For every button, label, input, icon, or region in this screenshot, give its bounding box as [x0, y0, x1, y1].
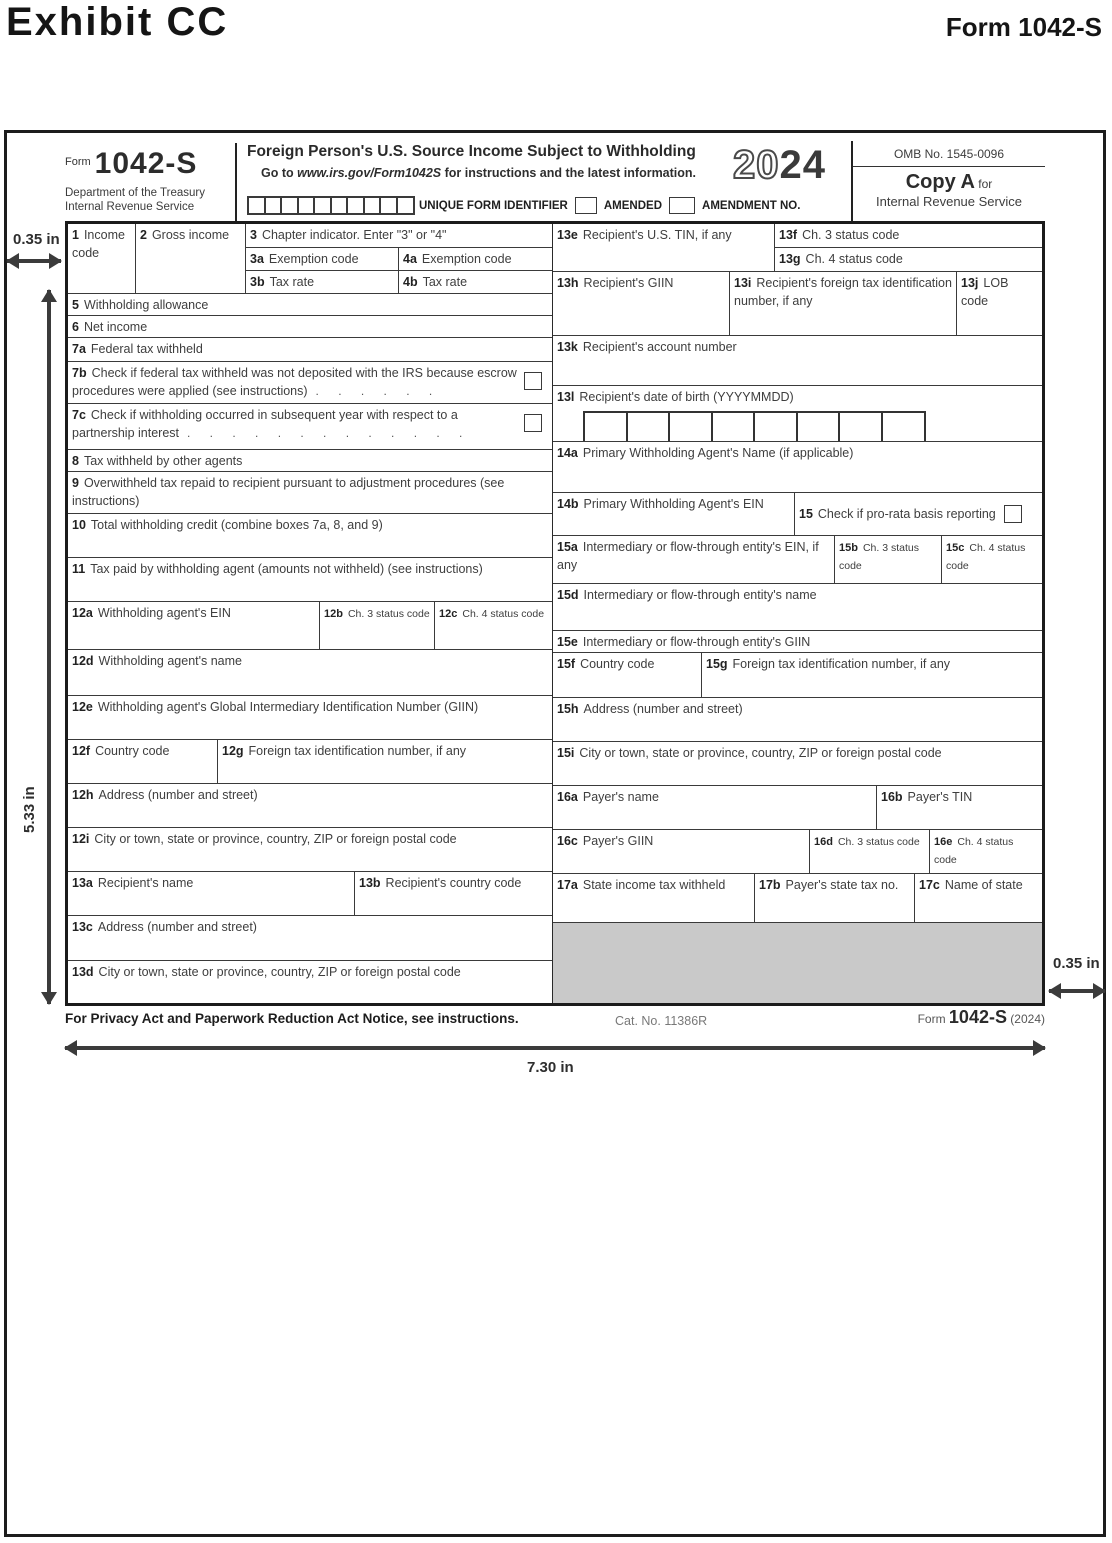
- box-13d-text: [72, 963, 461, 980]
- box-3a-label: Exemption code: [268, 251, 359, 266]
- box-13i: [730, 272, 957, 335]
- box-7a-text: [72, 340, 203, 357]
- shaded-area: [553, 923, 1042, 1003]
- dim-left-height-label: 5.33 in: [21, 786, 38, 833]
- box-16e-label: Ch. 4 status code: [934, 836, 1014, 866]
- box-12e-label: Withholding agent's Global Intermediary Identification Number (GIIN): [97, 700, 479, 714]
- box-15g-label: Foreign tax identification number, if any: [732, 657, 951, 671]
- catalog-number: Cat. No. 11386R: [615, 1014, 708, 1028]
- box-8: [68, 450, 552, 471]
- box-13e-number: 13e: [557, 228, 578, 242]
- box-12d-number: 12d: [72, 654, 94, 668]
- box-11-text: [72, 560, 483, 577]
- box-13a: [68, 872, 355, 915]
- box-15d-label: Intermediary or flow-through entity's name: [583, 588, 817, 602]
- box-13c-text: [72, 918, 257, 935]
- box-8-number: 8: [72, 454, 79, 468]
- date-of-birth-boxes-cell-8[interactable]: [881, 411, 926, 441]
- box-9: [68, 472, 552, 513]
- box-16d-text: [814, 832, 920, 849]
- goto-post: for instructions and the latest information.: [441, 166, 697, 180]
- box-13b-label: Recipient's country code: [385, 876, 522, 890]
- box-17a: [553, 874, 755, 922]
- box-13d-number: 13d: [72, 965, 94, 979]
- box-7c: [68, 404, 552, 449]
- box-2: [136, 224, 246, 293]
- copy-for: for: [974, 177, 993, 191]
- box-13b: [355, 872, 552, 915]
- box-13f-label: Ch. 3 status code: [802, 228, 900, 242]
- box-4a-number: 4a: [403, 251, 417, 266]
- box-7b-number: 7b: [72, 366, 87, 380]
- box-14b-label: Primary Withholding Agent's EIN: [583, 497, 764, 511]
- box-12i-label: City or town, state or province, country, ZIP or foreign postal code: [94, 832, 457, 846]
- copy-a: Copy A: [905, 171, 975, 193]
- box-12g: [218, 740, 552, 783]
- box-15i-label: City or town, state or province, country, ZIP or foreign postal code: [579, 746, 942, 760]
- box-15f: [553, 653, 702, 697]
- dept-line1: Department of the Treasury: [65, 187, 205, 199]
- box-5: [68, 294, 552, 315]
- box-3a-text: [250, 250, 359, 267]
- goto-pre: Go to: [261, 166, 298, 180]
- box-12e-text: [72, 698, 478, 715]
- box-13a-number: 13a: [72, 876, 93, 890]
- box-12h-number: 12h: [72, 788, 94, 802]
- box-10-number: 10: [72, 518, 86, 532]
- box-17c-label: Name of state: [944, 878, 1023, 892]
- box-12e-number: 12e: [72, 700, 93, 714]
- box-16b: [877, 786, 1042, 829]
- exhibit-form-ref: Form 1042-S: [945, 12, 1102, 42]
- box-1: [68, 224, 136, 293]
- box-13h-number: 13h: [557, 276, 579, 290]
- box-15g: [702, 653, 1042, 697]
- box-15d: [553, 584, 1042, 630]
- box-13g-number: 13g: [779, 252, 801, 266]
- box-15b-label: Ch. 3 status code: [839, 542, 919, 572]
- box-15a: [553, 536, 835, 583]
- box-13h-text: [557, 274, 673, 291]
- box-12e: [68, 696, 552, 739]
- box-9-parentheses: [72, 510, 548, 513]
- box-17b: [755, 874, 915, 922]
- left-column: [68, 224, 553, 1003]
- year-bold-part: 24: [779, 143, 826, 187]
- box-12a-number: 12a: [72, 606, 93, 620]
- box-17a-number: 17a: [557, 878, 578, 892]
- box-13l: [553, 386, 1042, 441]
- box-12i: [68, 828, 552, 871]
- omb-number: OMB No. 1545-0096: [853, 141, 1045, 167]
- box-2-text: [140, 226, 229, 243]
- box-7a-label: Federal tax withheld: [90, 342, 203, 356]
- box-7c-number: 7c: [72, 408, 86, 422]
- box-16a-number: 16a: [557, 790, 578, 804]
- box-12i-number: 12i: [72, 832, 90, 846]
- box-7c-label: Check if withholding occurred in subsequent year with respect to a partnership interest: [72, 408, 458, 440]
- box-15h-number: 15h: [557, 702, 579, 716]
- unique-form-identifier-boxes: [247, 196, 412, 215]
- box-13k: [553, 336, 1042, 385]
- box-5-number: 5: [72, 298, 79, 312]
- box-15h: [553, 698, 1042, 741]
- box-7b: [68, 362, 552, 403]
- box-16d-number: 16d: [814, 836, 833, 848]
- box-17b-number: 17b: [759, 878, 781, 892]
- box-15a-label: Intermediary or flow-through entity's EIN, if any: [557, 540, 819, 572]
- box-13f-number: 13f: [779, 228, 798, 242]
- box-16c-label: Payer's GIIN: [582, 834, 654, 848]
- row-1-2-3: [68, 224, 552, 294]
- box-16c-text: [557, 832, 653, 849]
- box-15c-label: Ch. 4 status code: [946, 542, 1026, 572]
- box-13e-text: [557, 226, 732, 243]
- box-15i: [553, 742, 1042, 785]
- box-6-label: Net income: [83, 320, 148, 334]
- date-of-birth-boxes-cell-2[interactable]: [626, 411, 671, 441]
- copy-for-agency: Internal Revenue Service: [876, 194, 1022, 209]
- box-16b-label: Payer's TIN: [907, 790, 973, 804]
- box-12i-text: [72, 830, 457, 847]
- box-13d-label: City or town, state or province, country, ZIP or foreign postal code: [98, 965, 461, 979]
- box-11-number: 11: [72, 562, 86, 576]
- box-12a-text: [72, 604, 231, 621]
- box-9-label: Overwithheld tax repaid to recipient pursuant to adjustment procedures (see instructions): [72, 476, 505, 508]
- box-15d-text: [557, 586, 817, 603]
- right-column: [553, 224, 1042, 1003]
- copy-a-line: [853, 171, 1045, 194]
- box-6-text: [72, 318, 147, 335]
- box-15-text: [799, 505, 996, 523]
- box-12f-text: [72, 742, 169, 759]
- box-4b-text: [403, 273, 467, 290]
- box-12c: [435, 602, 552, 649]
- box-7a: [68, 338, 552, 361]
- box-13i-text: [734, 274, 952, 309]
- box-17b-text: [759, 876, 898, 893]
- box-12c-label: Ch. 4 status code: [462, 608, 545, 620]
- box-13h-label: Recipient's GIIN: [583, 276, 674, 290]
- box-1-text: [72, 226, 125, 261]
- box-15d-number: 15d: [557, 588, 579, 602]
- box-15c: [942, 536, 1042, 583]
- box-14a-number: 14a: [557, 446, 578, 460]
- form-title: Foreign Person's U.S. Source Income Subject to Withholding: [247, 143, 696, 160]
- box-14b-text: [557, 495, 764, 512]
- box-7a-number: 7a: [72, 342, 86, 356]
- box-15e-text: [557, 633, 810, 650]
- form-grid: [65, 221, 1045, 1006]
- box-12d-text: [72, 652, 242, 669]
- box-1-label: Income code: [72, 228, 125, 260]
- box-17a-text: [557, 876, 725, 893]
- box-15e-label: Intermediary or flow-through entity's GIIN: [582, 635, 811, 649]
- exhibit-title: Exhibit CC: [6, 0, 229, 44]
- box-15i-number: 15i: [557, 746, 575, 760]
- amendment-no-label: AMENDMENT NO.: [702, 199, 801, 212]
- exhibit-border-box: [4, 130, 1106, 1537]
- box-9-number: 9: [72, 476, 79, 490]
- box-17a-label: State income tax withheld: [582, 878, 726, 892]
- box-16e-number: 16e: [934, 836, 953, 848]
- box-13i-number: 13i: [734, 276, 752, 290]
- box-15b-number: 15b: [839, 542, 858, 554]
- box-9-text: [72, 474, 504, 509]
- box-7b-label: Check if federal tax withheld was not deposited with the IRS because escrow procedures were applied (see instructions): [72, 366, 517, 398]
- box-11: [68, 558, 552, 601]
- department-lines: [65, 186, 235, 215]
- privacy-act-notice: For Privacy Act and Paperwork Reduction Act Notice, see instructions.: [65, 1011, 519, 1026]
- box-13b-number: 13b: [359, 876, 381, 890]
- box-13k-text: [557, 338, 737, 355]
- box-15g-number: 15g: [706, 657, 728, 671]
- box-3-text: [250, 226, 446, 243]
- box-7b-checkbox[interactable]: [524, 372, 542, 390]
- dim-left-height-arrow: [47, 290, 51, 1004]
- box-15: [795, 493, 1042, 535]
- unique-form-identifier-row: [247, 196, 800, 215]
- date-of-birth-boxes-cell-4[interactable]: [711, 411, 756, 441]
- box-16e: [930, 830, 1042, 873]
- box-15h-text: [557, 700, 743, 717]
- box-17b-label: Payer's state tax no.: [785, 878, 899, 892]
- box-3a: [246, 248, 399, 270]
- box-5-text: [72, 296, 208, 313]
- box-13k-label: Recipient's account number: [582, 340, 737, 354]
- box-13e-label: Recipient's U.S. TIN, if any: [582, 228, 732, 242]
- box-13j-text: [961, 274, 1008, 309]
- box-12d-label: Withholding agent's name: [98, 654, 242, 668]
- box-13a-text: [72, 874, 193, 891]
- box-3-4-group: [246, 224, 552, 293]
- box-13l-label: Recipient's date of birth (YYYYMMDD): [579, 390, 794, 404]
- box-3-label: Chapter indicator. Enter "3" or "4": [261, 228, 447, 242]
- date-of-birth-boxes: [583, 411, 1038, 441]
- box-13h: [553, 272, 730, 335]
- box-3b-text: [250, 273, 314, 290]
- footer-form-id: [845, 1007, 1045, 1028]
- box-15-checkbox[interactable]: [1004, 505, 1022, 523]
- tax-year: [733, 143, 826, 188]
- box-15c-number: 15c: [946, 542, 965, 554]
- box-15h-label: Address (number and street): [583, 702, 743, 716]
- dot-leader: . . . . . . . . . . . . .: [187, 426, 471, 440]
- box-12f-number: 12f: [72, 744, 91, 758]
- box-13k-number: 13k: [557, 340, 578, 354]
- box-13i-label: Recipient's foreign tax identification number, if any: [734, 276, 952, 308]
- box-4a-label: Exemption code: [421, 251, 512, 266]
- box-16b-number: 16b: [881, 790, 903, 804]
- box-12h-label: Address (number and street): [98, 788, 258, 802]
- dim-bottom-right-label: 0.35 in: [1053, 955, 1100, 972]
- box-12h-text: [72, 786, 258, 803]
- box-15i-text: [557, 744, 942, 761]
- box-4a: [399, 248, 552, 270]
- box-5-label: Withholding allowance: [83, 298, 209, 312]
- dim-bottom-right-arrow: [1049, 989, 1105, 993]
- box-16a: [553, 786, 877, 829]
- box-13j-number: 13j: [961, 276, 979, 290]
- year-outline-part: 20: [733, 143, 780, 187]
- box-11-label: Tax paid by withholding agent (amounts not withheld) (see instructions): [90, 562, 483, 576]
- box-14a: [553, 442, 1042, 492]
- goto-url: www.irs.gov/Form1042S: [297, 166, 442, 180]
- box-3a-number: 3a: [250, 251, 264, 266]
- box-13f-text: [779, 226, 899, 243]
- box-16d-label: Ch. 3 status code: [837, 836, 920, 848]
- ufi-label: UNIQUE FORM IDENTIFIER: [419, 199, 568, 212]
- box-13e: [553, 224, 775, 271]
- box-17c: [915, 874, 1042, 922]
- box-13g-text: [779, 250, 903, 267]
- box-15a-number: 15a: [557, 540, 578, 554]
- box-15a-text: [557, 538, 819, 573]
- box-15-number: 15: [799, 507, 813, 521]
- box-4b-number: 4b: [403, 274, 418, 289]
- box-13l-text: [557, 388, 794, 405]
- box-12c-text: [439, 604, 544, 621]
- amended-label: AMENDED: [603, 199, 663, 212]
- box-6-number: 6: [72, 320, 79, 334]
- footer-form-number: 1042-S: [948, 1007, 1007, 1027]
- box-4b-label: Tax rate: [422, 274, 468, 289]
- footer-form-word: Form: [917, 1012, 949, 1026]
- date-of-birth-boxes-cell-7[interactable]: [838, 411, 883, 441]
- box-13b-text: [359, 874, 521, 891]
- box-2-number: 2: [140, 228, 147, 242]
- amended-checkbox[interactable]: [575, 197, 597, 214]
- box-3b-number: 3b: [250, 274, 265, 289]
- box-10-label: Total withholding credit (combine boxes 7a, 8, and 9): [90, 518, 383, 532]
- dim-top-left-label: 0.35 in: [13, 231, 60, 248]
- box-2-label: Gross income: [151, 228, 230, 242]
- box-17c-text: [919, 876, 1023, 893]
- box-15g-text: [706, 655, 950, 672]
- dot-leader: . . . . . .: [315, 384, 441, 398]
- amendment-no-box[interactable]: [669, 197, 695, 214]
- box-16b-text: [881, 788, 972, 805]
- box-15e: [553, 631, 1042, 652]
- box-8-label: Tax withheld by other agents: [83, 454, 243, 468]
- box-16e-text: [934, 832, 1013, 867]
- box-12c-number: 12c: [439, 608, 458, 620]
- date-of-birth-boxes-cell-1[interactable]: [583, 411, 628, 441]
- box-15f-text: [557, 655, 654, 672]
- box-15-label: Check if pro-rata basis reporting: [817, 507, 996, 521]
- date-of-birth-boxes-cell-5[interactable]: [753, 411, 798, 441]
- box-16c: [553, 830, 810, 873]
- box-16c-number: 16c: [557, 834, 578, 848]
- box-6: [68, 316, 552, 337]
- box-13a-label: Recipient's name: [97, 876, 194, 890]
- dim-bottom-width-label: 7.30 in: [527, 1059, 574, 1076]
- box-7c-text: [72, 406, 524, 447]
- box-13j: [957, 272, 1042, 335]
- unique-form-identifier-boxes-cell-10[interactable]: [396, 196, 415, 215]
- box-17c-number: 17c: [919, 878, 940, 892]
- footer-form-year: (2024): [1006, 1012, 1045, 1026]
- box-12b-text: [324, 604, 430, 621]
- date-of-birth-boxes-cell-3[interactable]: [668, 411, 713, 441]
- form-word: Form: [65, 156, 91, 168]
- box-10-text: [72, 516, 383, 533]
- box-12f-label: Country code: [95, 744, 170, 758]
- box-13f: [775, 224, 1042, 247]
- box-10: [68, 514, 552, 557]
- dept-line2: Internal Revenue Service: [65, 201, 195, 214]
- box-3-number: 3: [250, 228, 257, 242]
- box-13j-label: LOB code: [961, 276, 1009, 308]
- box-15b: [835, 536, 942, 583]
- form-number: 1042-S: [94, 147, 198, 180]
- box-13g: [775, 248, 1042, 271]
- box-12f: [68, 740, 218, 783]
- box-12a-label: Withholding agent's EIN: [97, 606, 231, 620]
- box-13g-label: Ch. 4 status code: [805, 252, 903, 266]
- box-12d: [68, 650, 552, 695]
- box-13l-number: 13l: [557, 390, 575, 404]
- box-15e-number: 15e: [557, 635, 578, 649]
- box-4b: [399, 271, 552, 294]
- box-12b-label: Ch. 3 status code: [347, 608, 430, 620]
- dim-bottom-width-arrow: [65, 1046, 1045, 1050]
- box-12g-number: 12g: [222, 744, 244, 758]
- box-16d: [810, 830, 930, 873]
- box-14a-text: [557, 444, 853, 461]
- form-id-block: [65, 143, 237, 221]
- box-3b: [246, 271, 399, 294]
- box-7b-text: [72, 364, 524, 401]
- box-13c-number: 13c: [72, 920, 93, 934]
- box-16a-text: [557, 788, 659, 805]
- dim-top-left-arrow: [7, 259, 61, 263]
- box-13d: [68, 961, 552, 1003]
- box-12a: [68, 602, 320, 649]
- box-15b-text: [839, 538, 919, 573]
- box-3b-label: Tax rate: [269, 274, 315, 289]
- date-of-birth-boxes-cell-6[interactable]: [796, 411, 841, 441]
- box-3: [246, 224, 552, 247]
- box-12g-label: Foreign tax identification number, if any: [248, 744, 467, 758]
- box-12g-text: [222, 742, 466, 759]
- box-4a-text: [403, 250, 512, 267]
- box-13c-label: Address (number and street): [97, 920, 257, 934]
- box-12b: [320, 602, 435, 649]
- box-13f-13g-group: [775, 224, 1042, 271]
- box-14a-label: Primary Withholding Agent's Name (if applicable): [582, 446, 854, 460]
- omb-copy-block: [851, 141, 1045, 223]
- box-12b-number: 12b: [324, 608, 343, 620]
- form-header: [65, 141, 1045, 221]
- box-7c-checkbox[interactable]: [524, 414, 542, 432]
- box-14b: [553, 493, 795, 535]
- box-13c: [68, 916, 552, 960]
- box-1-number: 1: [72, 228, 79, 242]
- box-15f-label: Country code: [580, 657, 655, 671]
- box-15c-text: [946, 538, 1025, 573]
- box-16a-label: Payer's name: [582, 790, 659, 804]
- box-14b-number: 14b: [557, 497, 579, 511]
- box-12h: [68, 784, 552, 827]
- box-15f-number: 15f: [557, 657, 576, 671]
- box-8-text: [72, 452, 242, 469]
